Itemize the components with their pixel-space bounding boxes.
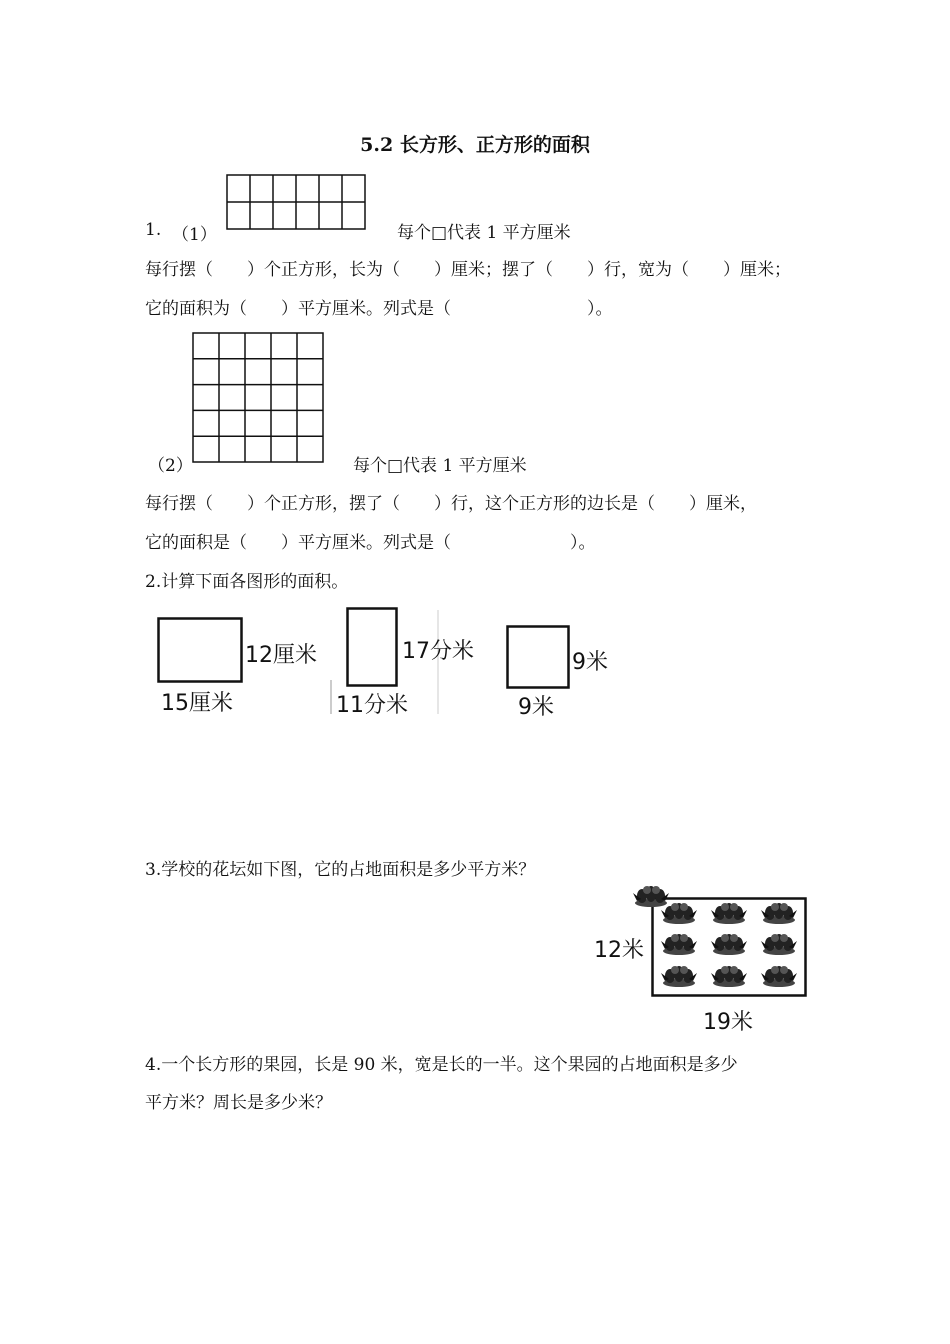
q1-part2-label: （2） — [148, 456, 193, 476]
grid-5x5 — [192, 332, 324, 464]
shape1-height-label: 12厘米 — [245, 643, 317, 668]
square-shape-3 — [506, 625, 570, 689]
q1-number: 1. — [145, 220, 162, 240]
q1-part1-label: （1） — [172, 225, 217, 245]
flower-bed-length-label: 19米 — [703, 1010, 753, 1035]
shape2-width-label: 11分米 — [336, 693, 408, 718]
page-title: 5.2 长方形、正方形的面积 — [360, 134, 590, 156]
flower-bed-illustration — [651, 897, 807, 997]
q3-text: 3.学校的花坛如下图，它的占地面积是多少平方米？ — [145, 860, 536, 880]
q2-text: 2.计算下面各图形的面积。 — [145, 572, 349, 592]
shape3-height-label: 9米 — [572, 650, 608, 675]
rectangle-shape-1 — [157, 617, 243, 683]
q4-line2: 平方米？周长是多少米？ — [145, 1093, 332, 1113]
flower-bed-width-label: 12米 — [594, 938, 644, 963]
q1-part2-line2: 它的面积是（ ）平方厘米。列式是（ ）。 — [145, 533, 596, 553]
q1-part1-line1: 每行摆（ ）个正方形，长为（ ）厘米；摆了（ ）行，宽为（ ）厘米； — [145, 260, 791, 280]
q1-part1-caption: 每个□代表 1 平方厘米 — [397, 223, 571, 243]
q1-part2-caption: 每个□代表 1 平方厘米 — [353, 456, 527, 476]
shape3-width-label: 9米 — [518, 695, 554, 720]
q1-part1-line2: 它的面积为（ ）平方厘米。列式是（ ）。 — [145, 299, 613, 319]
q4-line1: 4.一个长方形的果园，长是 90 米，宽是长的一半。这个果园的占地面积是多少 — [145, 1055, 738, 1075]
grid-6x2 — [226, 174, 366, 232]
shape1-width-label: 15厘米 — [161, 691, 233, 716]
shape2-height-label: 17分米 — [402, 639, 474, 664]
q1-part2-line1: 每行摆（ ）个正方形，摆了（ ）行，这个正方形的边长是（ ）厘米， — [145, 494, 757, 514]
